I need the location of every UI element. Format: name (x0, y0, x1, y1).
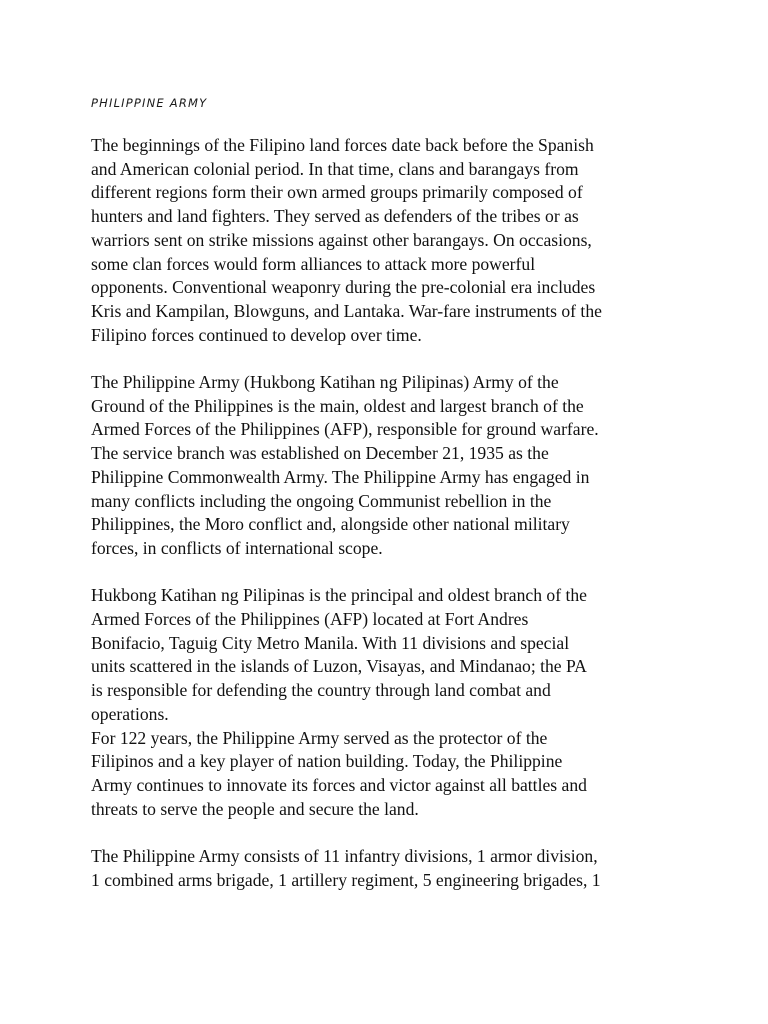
text-line: The Philippine Army (Hukbong Katihan ng Pilipinas) Army of the (91, 372, 559, 393)
paragraph-spacer (91, 561, 691, 585)
paragraph-2 (91, 371, 691, 561)
text-line: many conflicts including the ongoing Communist rebellion in the (91, 490, 552, 511)
text-line: Filipino forces continued to develop over time. (91, 324, 422, 345)
paragraph-5 (91, 845, 691, 892)
text-line: The beginnings of the Filipino land forces date back before the Spanish (91, 135, 594, 155)
text-line: The Philippine Army consists of 11 infantry divisions, 1 armor division, (91, 846, 598, 867)
text-line: different regions form their own armed groups primarily composed of (91, 182, 583, 203)
text-line: some clan forces would form alliances to attack more powerful (91, 253, 536, 274)
paragraph-1 (91, 134, 691, 347)
paragraph-4 (91, 727, 691, 822)
text-line: forces, in conflicts of international scope. (91, 537, 383, 558)
text-line: units scattered in the islands of Luzon, Visayas, and Mindanao; the PA (91, 656, 587, 677)
text-line: is responsible for defending the country through land combat and (91, 680, 551, 701)
text-line: Ground of the Philippines is the main, oldest and largest branch of the (91, 395, 584, 416)
document-body (91, 134, 691, 892)
text-line: The service branch was established on December 21, 1935 as the (91, 443, 549, 464)
text-line: Bonifacio, Taguig City Metro Manila. With 11 divisions and special (91, 632, 570, 653)
text-line: warriors sent on strike missions against other barangays. On occasions, (91, 229, 592, 250)
text-line: Philippines, the Moro conflict and, alongside other national military (91, 514, 570, 535)
text-line: threats to serve the people and secure the land. (91, 798, 419, 819)
text-line: Army continues to innovate its forces and victor against all battles and (91, 774, 587, 795)
text-line: Armed Forces of the Philippines (AFP) located at Fort Andres (91, 609, 529, 630)
text-line: 1 combined arms brigade, 1 artillery regiment, 5 engineering brigades, 1 (91, 869, 601, 890)
text-line: For 122 years, the Philippine Army served as the protector of the (91, 727, 548, 748)
text-line: Armed Forces of the Philippines (AFP), responsible for ground warfare. (91, 419, 599, 440)
paragraph-spacer (91, 821, 691, 845)
paragraph-3 (91, 584, 691, 726)
text-line: Hukbong Katihan ng Pilipinas is the principal and oldest branch of the (91, 585, 587, 606)
text-line: Kris and Kampilan, Blowguns, and Lantaka. War-fare instruments of the (91, 300, 602, 321)
text-line: hunters and land fighters. They served as defenders of the tribes or as (91, 206, 579, 227)
text-line: and American colonial period. In that time, clans and barangays from (91, 158, 579, 179)
document-heading: PHILIPPINE ARMY (91, 96, 208, 110)
text-line: Filipinos and a key player of nation building. Today, the Philippine (91, 751, 563, 772)
text-line: Philippine Commonwealth Army. The Philippine Army has engaged in (91, 466, 590, 487)
text-line: opponents. Conventional weaponry during the pre-colonial era includes (91, 277, 596, 298)
paragraph-spacer (91, 347, 691, 371)
text-line: operations. (91, 703, 169, 724)
